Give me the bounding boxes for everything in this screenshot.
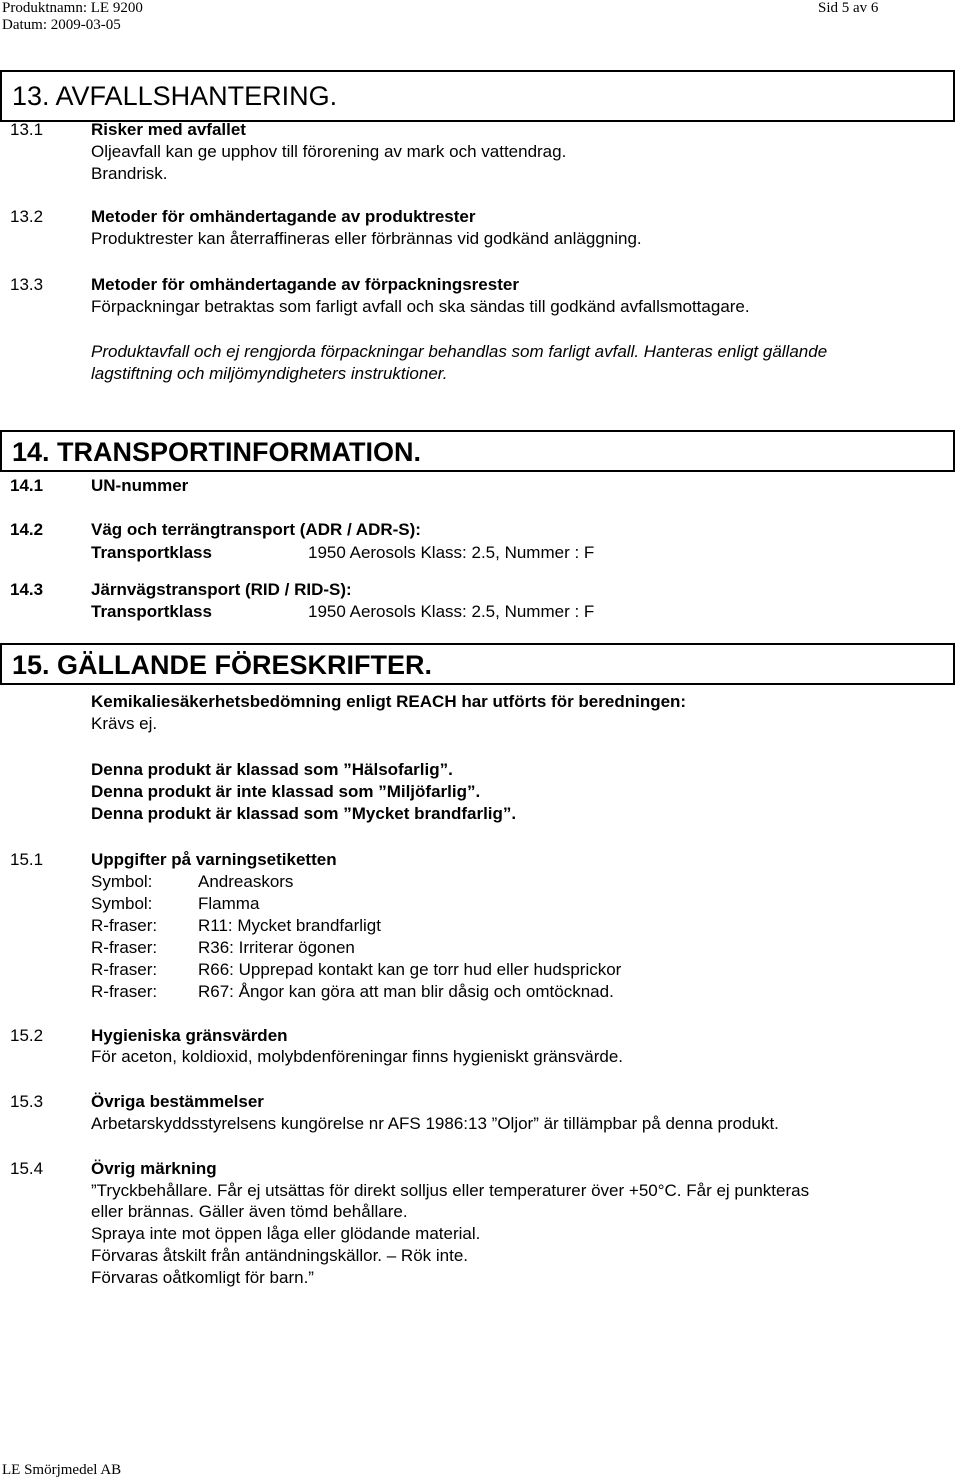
label-row-value: Flamma [198,894,260,913]
label-row-value: R67: Ångor kan göra att man blir dåsig och omtöcknad. [198,982,614,1001]
classification-line: Denna produkt är klassad som ”Mycket brandfarlig”. [91,804,517,823]
marking-line: Förvaras åtskilt från antändningskällor. – Rök inte. [91,1246,469,1265]
label-row-key: R-fraser: [91,960,158,979]
footer-company: LE Smörjmedel AB [2,1462,122,1478]
item-13-2-number: 13.2 [10,207,44,226]
item-13-1-line: Oljeavfall kan ge upphov till förorening av mark och vattendrag. [91,142,567,161]
item-13-3-heading: Metoder för omhändertagande av förpackningsrester [91,275,519,294]
item-14-3-value: 1950 Aerosols Klass: 2.5, Nummer : F [308,602,595,621]
item-15-4-heading: Övrig märkning [91,1159,217,1178]
section-14-banner [0,430,955,472]
marking-line: Förvaras oåtkomligt för barn.” [91,1268,314,1287]
item-14-3-number: 14.3 [10,580,44,599]
label-row-value: R11: Mycket brandfarligt [198,916,381,935]
reach-heading: Kemikaliesäkerhetsbedömning enligt REACH har utförts för beredningen: [91,692,687,711]
label-row-key: Symbol: [91,894,153,913]
label-row-key: Symbol: [91,872,153,891]
item-15-3-text: Arbetarskyddsstyrelsens kungörelse nr AFS 1986:13 ”Oljor” är tillämpbar på denna produkt. [91,1114,779,1133]
reach-value: Krävs ej. [91,714,158,733]
item-15-3-number: 15.3 [10,1092,44,1111]
item-15-1-number: 15.1 [10,850,44,869]
item-15-4-number: 15.4 [10,1159,44,1178]
item-15-1-heading: Uppgifter på varningsetiketten [91,850,337,869]
section-15-banner [0,643,955,685]
section-13-title: 13. AVFALLSHANTERING. [12,81,338,111]
item-13-1-number: 13.1 [10,120,44,139]
item-14-1-heading: UN-nummer [91,476,189,495]
item-13-2-heading: Metoder för omhändertagande av produktrester [91,207,476,226]
item-13-1-line: Brandrisk. [91,164,168,183]
label-row-key: R-fraser: [91,916,158,935]
item-15-2-number: 15.2 [10,1026,44,1045]
classification-line: Denna produkt är klassad som ”Hälsofarlig”. [91,760,453,779]
item-13-3-line: Förpackningar betraktas som farligt avfall och ska sändas till godkänd avfallsmottagare. [91,297,750,316]
section-15-title: 15. GÄLLANDE FÖRESKRIFTER. [12,650,433,680]
item-14-2-value: 1950 Aerosols Klass: 2.5, Nummer : F [308,543,595,562]
header-product: Produktnamn: LE 9200 [2,0,143,16]
item-13-1-heading: Risker med avfallet [91,120,246,139]
item-15-2-heading: Hygieniska gränsvärden [91,1026,288,1045]
item-15-3-heading: Övriga bestämmelser [91,1092,264,1111]
item-14-1-number: 14.1 [10,476,44,495]
marking-line: Spraya inte mot öppen låga eller glödande material. [91,1224,481,1243]
label-row-key: R-fraser: [91,938,158,957]
label-row-value: R66: Upprepad kontakt kan ge torr hud eller hudsprickor [198,960,622,979]
marking-line: ”Tryckbehållare. Får ej utsättas för direkt solljus eller temperaturer över +50°C. Får ej punkteras [91,1181,810,1200]
item-15-2-text: För aceton, koldioxid, molybdenföreningar finns hygieniskt gränsvärde. [91,1047,624,1066]
header-page-number: Sid 5 av 6 [818,0,879,16]
item-14-2-number: 14.2 [10,520,44,539]
item-14-3-heading: Järnvägstransport (RID / RID-S): [91,580,352,599]
header-date: Datum: 2009-03-05 [2,17,121,33]
item-14-2-label: Transportklass [91,543,212,562]
label-row-value: Andreaskors [198,872,294,891]
classification-line: Denna produkt är inte klassad som ”Miljöfarlig”. [91,782,481,801]
item-14-2-heading: Väg och terrängtransport (ADR / ADR-S): [91,520,421,539]
disposal-note-line: Produktavfall och ej rengjorda förpackningar behandlas som farligt avfall. Hanteras enligt gällande [91,342,828,361]
label-row-key: R-fraser: [91,982,158,1001]
label-row-value: R36: Irriterar ögonen [198,938,355,957]
item-13-3-number: 13.3 [10,275,44,294]
section-13-banner [0,70,955,122]
section-14-title: 14. TRANSPORTINFORMATION. [12,437,422,467]
disposal-note-line: lagstiftning och miljömyndigheters instruktioner. [91,364,448,383]
item-14-3-label: Transportklass [91,602,212,621]
marking-line: eller brännas. Gäller även tömd behållare. [91,1202,408,1221]
item-13-2-line: Produktrester kan återraffineras eller förbrännas vid godkänd anläggning. [91,229,642,248]
